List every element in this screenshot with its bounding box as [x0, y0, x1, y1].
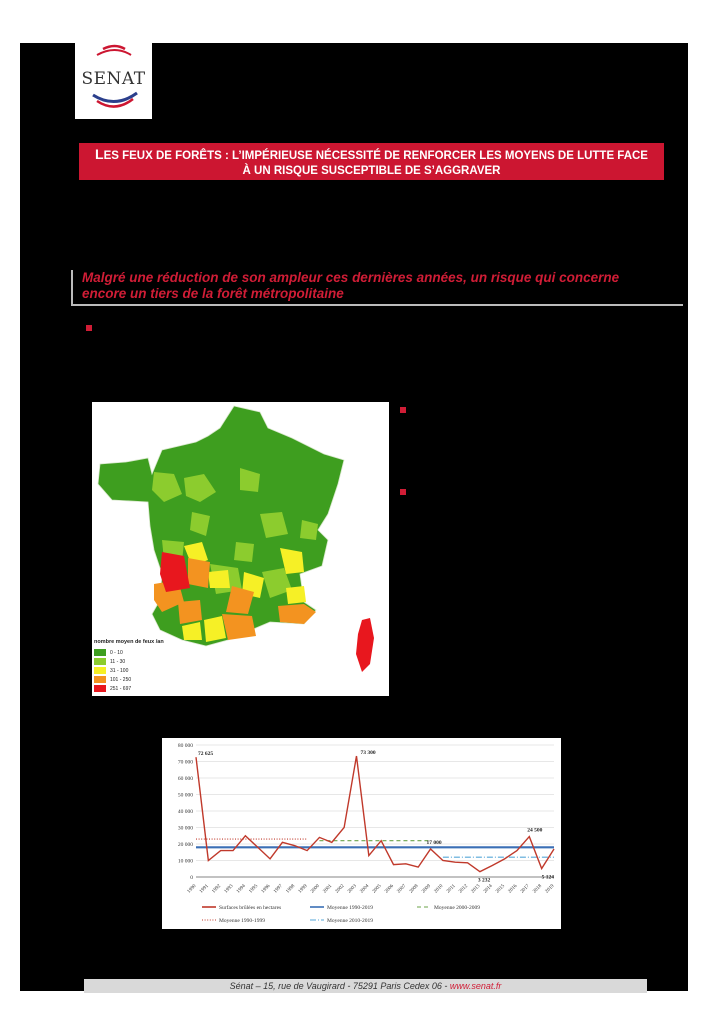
chart-x-tick-label: 2002: [334, 883, 346, 895]
chart-x-tick-label: 2010: [433, 883, 445, 895]
chart-y-tick-label: 70 000: [177, 759, 193, 766]
chart-data-label: 72 625: [198, 751, 214, 758]
map-legend-title: nombre moyen de feux /an: [94, 639, 164, 645]
chart-data-label: 5 124: [541, 874, 555, 881]
chart-y-tick-label: 0: [190, 875, 193, 881]
chart-x-tick-label: 2018: [532, 883, 544, 895]
chart-x-tick-label: 2000: [310, 883, 321, 895]
footer-link[interactable]: www.senat.fr: [449, 981, 502, 991]
chart-legend-label: Moyenne 1990-1999: [219, 918, 265, 924]
map-legend-label: 0 - 10: [110, 649, 123, 656]
map-region: [286, 586, 306, 604]
chart-x-tick-label: 1990: [186, 883, 198, 895]
map-legend-label: 31 - 100: [110, 667, 129, 674]
chart-x-tick-label: 1994: [236, 883, 247, 895]
chart-data-label: 3 232: [477, 877, 491, 884]
map-legend-item: [94, 648, 131, 657]
chart-legend-label: Moyenne 2010-2019: [327, 918, 373, 924]
chart-x-tick-label: 2008: [409, 883, 420, 895]
chart-x-tick-label: 1991: [199, 883, 210, 895]
map-legend: [94, 648, 131, 693]
map-legend-swatch: [94, 667, 106, 674]
section-heading: [71, 270, 683, 306]
map-legend-swatch: [94, 676, 106, 683]
chart-y-tick-label: 60 000: [177, 776, 193, 782]
chart-svg: [162, 738, 561, 929]
chart-x-tick-label: 2011: [446, 883, 457, 895]
section-heading-line-2: encore un tiers de la forêt métropolitaine: [82, 286, 344, 301]
map-region: [234, 542, 254, 562]
chart-x-tick-label: 2016: [507, 883, 519, 895]
chart-x-tick-label: 2006: [384, 883, 395, 895]
chart-x-tick-label: 2004: [359, 883, 371, 895]
map-legend-label: 251 - 697: [110, 685, 132, 692]
chart-data-label: 17 000: [426, 839, 442, 846]
map-legend-label: 101 - 250: [110, 676, 132, 683]
map-legend-item: [94, 666, 131, 675]
chart-x-tick-label: 2014: [483, 883, 494, 895]
chart-y-tick-label: 20 000: [177, 842, 193, 848]
chart-y-tick-label: 50 000: [177, 792, 193, 799]
map-region: [178, 600, 202, 624]
burned-area-chart: [162, 738, 561, 929]
map-corsica: [356, 618, 374, 672]
fire-frequency-map: [92, 402, 389, 696]
page-footer: [84, 979, 647, 993]
footer-address: Sénat – 15, rue de Vaugirard - 75291 Paris Cedex 06 -: [229, 981, 450, 991]
map-legend-swatch: [94, 658, 106, 665]
title-banner: [79, 143, 664, 180]
senat-logo: [75, 43, 152, 119]
chart-x-tick-label: 2009: [421, 883, 432, 895]
chart-x-tick-label: 2003: [347, 883, 358, 895]
chart-series-line: [196, 756, 554, 872]
title-line-1-rest: ES FEUX DE FORÊTS : L’IMPÉRIEUSE NÉCESSITÉ DE RENFORCER LES MOYENS DE LUTTE FACE: [103, 150, 648, 162]
chart-legend-label: Moyenne 2000-2009: [434, 905, 480, 911]
chart-data-label: 73 300: [360, 750, 376, 757]
chart-x-tick-label: 1997: [273, 883, 284, 895]
map-region: [222, 614, 256, 640]
senat-logo-text: SENAT: [81, 69, 146, 89]
chart-x-tick-label: 1993: [223, 883, 235, 895]
chart-x-tick-label: 1995: [248, 883, 260, 895]
chart-legend-label: Surfaces brûlées en hectares: [219, 905, 282, 911]
chart-x-tick-label: 1998: [285, 883, 297, 895]
map-region: [208, 570, 230, 588]
map-region: [204, 616, 226, 642]
chart-y-tick-label: 30 000: [177, 825, 193, 832]
chart-y-tick-label: 40 000: [177, 809, 193, 815]
chart-legend-label: Moyenne 1990-2019: [327, 905, 373, 911]
title-initial: L: [95, 146, 104, 162]
title-line-2: À UN RISQUE SUSCEPTIBLE DE S’AGGRAVER: [242, 165, 501, 177]
chart-x-tick-label: 2001: [322, 883, 334, 895]
section-heading-line-1: Malgré une réduction de son ampleur ces dernières années, un risque qui concerne: [82, 270, 620, 285]
map-legend-swatch: [94, 649, 106, 656]
chart-x-tick-label: 1992: [211, 883, 223, 895]
map-legend-item: [94, 675, 131, 684]
bullet-marker: [400, 489, 406, 495]
chart-x-tick-label: 2012: [458, 883, 470, 895]
map-legend-label: 11 - 30: [110, 658, 126, 665]
chart-y-tick-label: 10 000: [177, 858, 193, 865]
chart-x-tick-label: 2019: [544, 883, 556, 895]
bullet-marker: [86, 325, 92, 331]
chart-x-tick-label: 2015: [495, 883, 507, 895]
chart-x-tick-label: 2017: [520, 883, 531, 895]
chart-x-tick-label: 1999: [297, 883, 309, 895]
map-legend-swatch: [94, 685, 106, 692]
map-legend-item: [94, 684, 131, 693]
title-line-1: [79, 147, 664, 164]
chart-x-tick-label: 2005: [371, 883, 383, 895]
chart-x-tick-label: 2007: [396, 883, 408, 895]
chart-y-tick-label: 80 000: [177, 743, 193, 749]
map-region: [188, 558, 210, 588]
map-legend-item: [94, 657, 131, 666]
chart-data-label: 24 500: [527, 827, 543, 834]
bullet-marker: [400, 407, 406, 413]
chart-x-tick-label: 1996: [260, 883, 272, 895]
chart-x-tick-label: 2013: [470, 883, 482, 895]
